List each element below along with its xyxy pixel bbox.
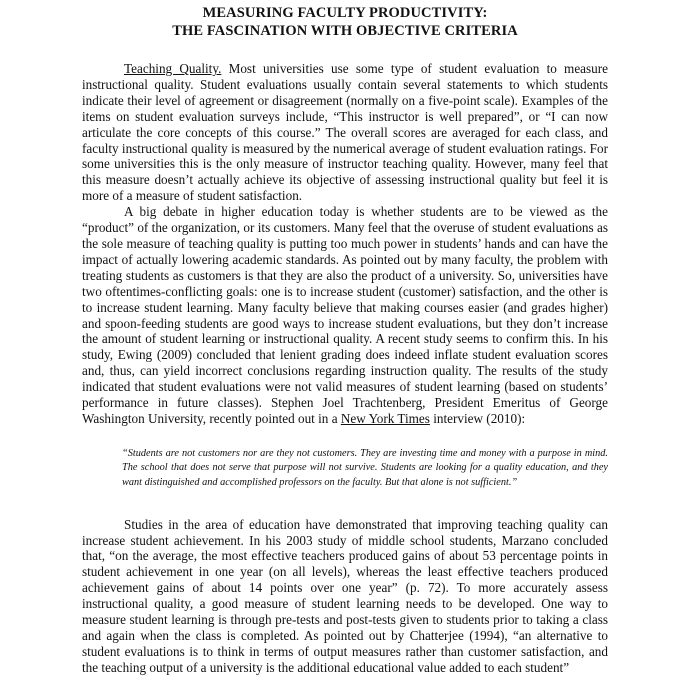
- paragraph-product-debate: [82, 204, 608, 427]
- title-line-1: MEASURING FACULTY PRODUCTIVITY:: [202, 5, 488, 21]
- paragraph-2-body: A big debate in higher education today is whether students are to be viewed as the “product” of the organization, or its customers. Many feel that the overuse of student evaluations as the sole measure of teaching quality is putting too much power in students’ hands and can have the impact of actually lowering academic standards. As pointed out by many faculty, the problem with treating students as customers is that they are also the product of a university. So, universities have two oftentimes-conflicting goals: one is to increase student (customer) satisfaction, and the other is to increase student learning. Many faculty believe that making courses easier (and grades higher) and spoon-feeding students are good ways to increase student evaluations, but they don’t increase the amount of student learning or instructional quality. A recent study seems to confirm this. In his study, Ewing (2009) concluded that lenient grading does indeed inflate student evaluation scores and, thus, can yield incorrect conclusions regarding instruction quality. The results of the study indicated that student evaluations were not valid measures of student learning (based on students’ performance in future classes). Stephen Joel Trachtenberg, President Emeritus of George Washington University, recently pointed out in a: [82, 204, 608, 426]
- title-line-2: THE FASCINATION WITH OBJECTIVE CRITERIA: [172, 23, 518, 39]
- paragraph-2-tail: interview (2010):: [429, 410, 526, 426]
- paragraph-1-body: Most universities use some type of student evaluation to measure instructional quality. Student evaluations usually contain several statements to which students indicate their level of agreement or disagreement (normally on a five-point scale). Examples of the items on student evaluation surveys include, “This instructor is well prepared”, or “I can now articulate the core concepts of this course.” The overall scores are averaged for each class, and faculty instructional quality is measured by the numerical average of student evaluation ratings. For some universities this is the only measure of instructor teaching quality. However, many feel that this measure doesn’t actually achieve its objective of assessing instructional quality but feel it is more of a measure of student satisfaction.: [82, 61, 608, 204]
- section-heading-teaching-quality: Teaching Quality.: [124, 61, 222, 76]
- new-york-times-reference: New York Times: [340, 410, 430, 426]
- paragraph-teaching-quality: [82, 61, 608, 204]
- block-quote-trachtenberg: “Students are not customers nor are they not customers. They are investing time and money with a purpose in mind. The school that does not serve that purpose will not survive. Students are looking for a quality education, and they want distinguished and accomplished professors on the faculty. But that alone is not sufficient.”: [122, 447, 608, 489]
- paragraph-student-achievement: Studies in the area of education have demonstrated that improving teaching quality can increase student achievement. In his 2003 study of middle school students, Marzano concluded that, “on the average, the most effective teachers produced gains of about 53 percentage points in student achievement in one year (on all levels), whereas the least effective teachers produced achievement gains of about 14 points over one year” (p. 72). To more accurately assess instructional quality, a good measure of student learning needs to be developed. One way to measure student learning is through pre-tests and post-tests given to students prior to taking a class and again when the class is completed. As pointed out by Chatterjee (1994), “an alternative to student evaluations is to think in terms of output measures rather than customer satisfaction, and the teaching output of a university is the additional educational value added to each student”: [82, 516, 608, 675]
